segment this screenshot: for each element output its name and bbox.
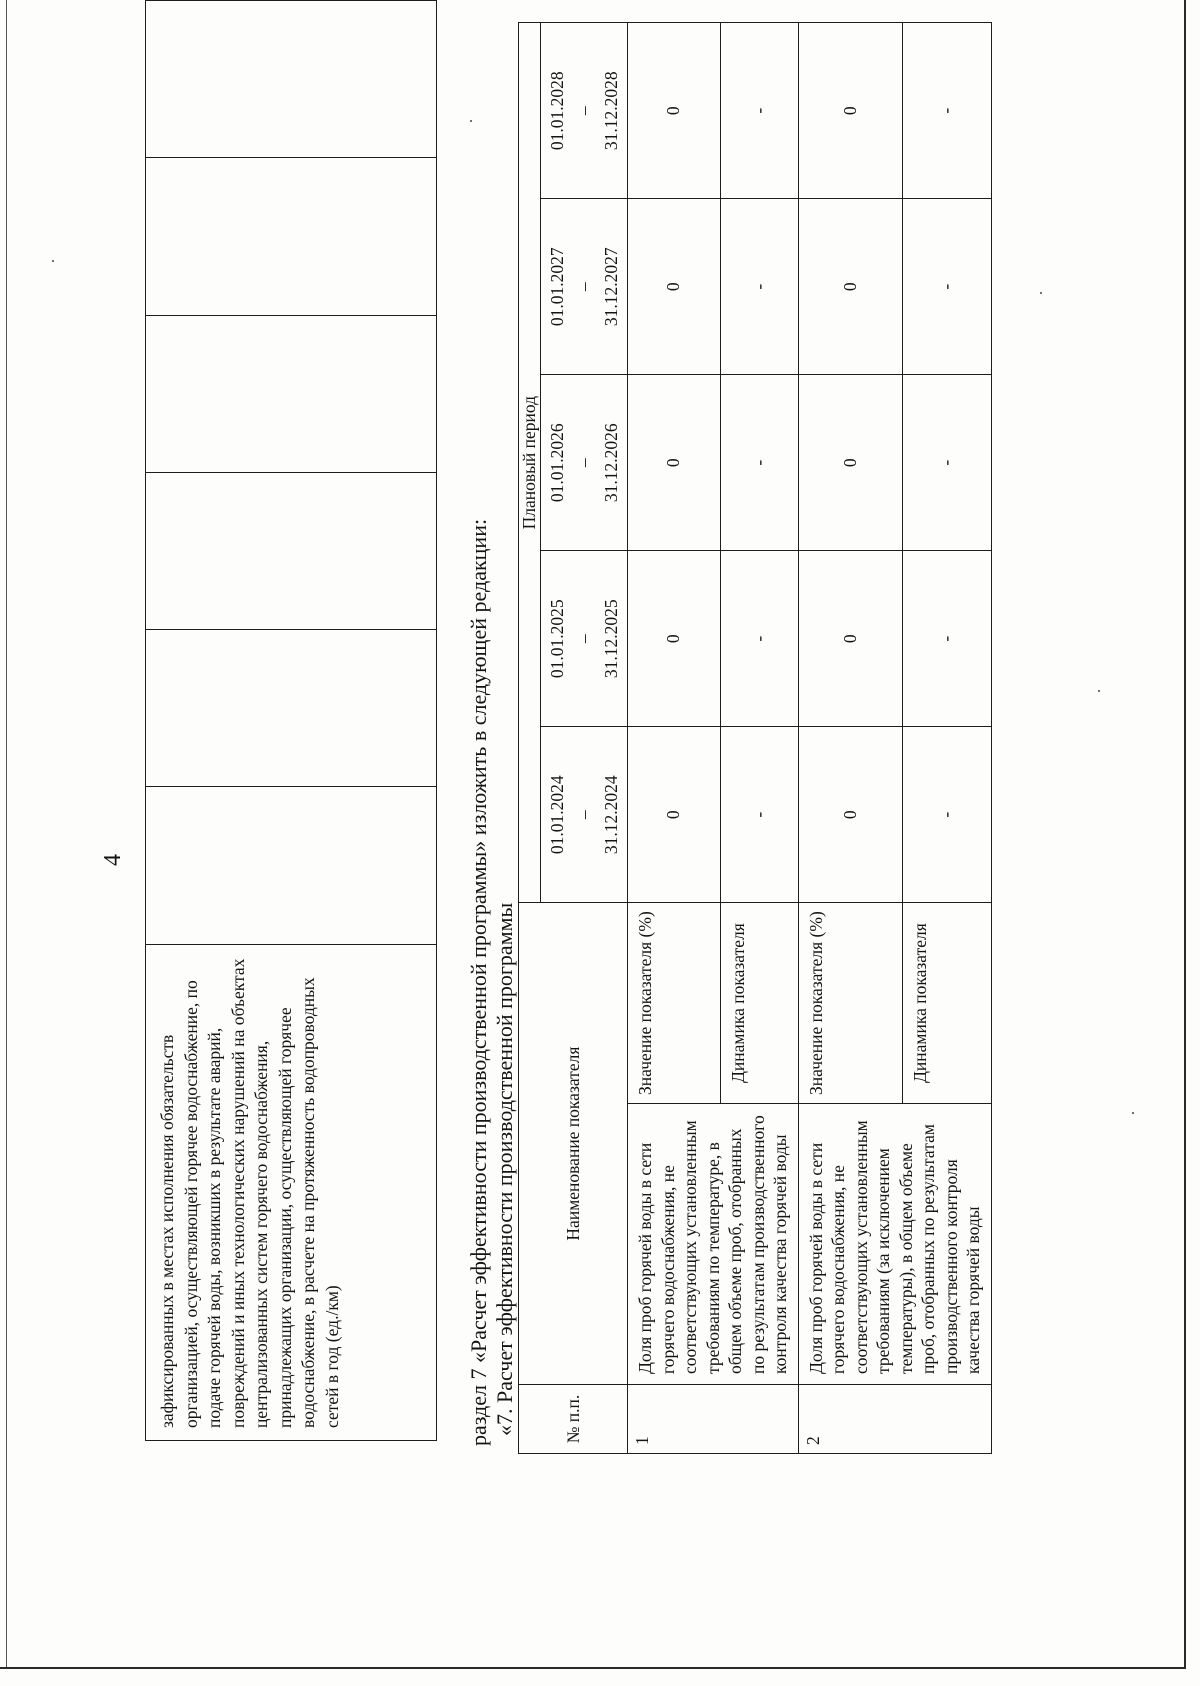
period-end: 31.12.2024	[600, 775, 621, 855]
empty-cell	[146, 472, 437, 629]
dynamic-cell: -	[720, 727, 798, 903]
dynamic-cell: -	[720, 551, 798, 727]
period-end: 31.12.2025	[600, 599, 621, 679]
page-number: 4	[100, 854, 126, 866]
period-dash: –	[573, 282, 594, 292]
value-cell: 0	[628, 551, 721, 727]
empty-cell	[146, 630, 437, 787]
dynamic-label: Динамика показателя	[720, 903, 798, 1104]
value-cell: 0	[798, 727, 903, 903]
period-header	[541, 727, 628, 903]
period-end: 31.12.2027	[600, 247, 621, 327]
empty-cell	[146, 158, 437, 315]
period-dash: –	[573, 810, 594, 820]
table-row	[146, 1, 437, 1441]
dynamic-cell: -	[903, 551, 991, 727]
period-dash: –	[573, 634, 594, 644]
value-label: Значение показателя (%)	[628, 903, 721, 1104]
value-cell: 0	[628, 375, 721, 551]
empty-cell	[146, 1, 437, 158]
period-dash: –	[573, 106, 594, 116]
value-cell: 0	[798, 551, 903, 727]
header-indicator-name: Наименование показателя	[519, 903, 628, 1385]
period-header	[541, 23, 628, 199]
header-number: № п.п.	[519, 1385, 628, 1454]
value-cell: 0	[628, 23, 721, 199]
value-cell: 0	[628, 199, 721, 375]
section-title: раздел 7 «Расчет эффективности производственной программы» изложить в следующей редакции:	[466, 518, 491, 1446]
period-header	[541, 551, 628, 727]
period-start: 01.01.2025	[546, 599, 567, 679]
period-start: 01.01.2026	[546, 423, 567, 503]
period-end: 31.12.2026	[600, 423, 621, 503]
dynamic-cell: -	[903, 727, 991, 903]
value-cell: 0	[798, 23, 903, 199]
continuation-table	[145, 0, 437, 1441]
value-cell: 0	[798, 199, 903, 375]
value-label: Значение показателя (%)	[798, 903, 903, 1104]
table-header-row	[519, 23, 541, 1454]
empty-cell	[146, 787, 437, 944]
dynamic-cell: -	[903, 23, 991, 199]
period-start: 01.01.2024	[546, 775, 567, 855]
period-start: 01.01.2028	[546, 71, 567, 151]
value-cell: 0	[628, 727, 721, 903]
period-header	[541, 199, 628, 375]
indicator-description: зафиксированных в местах исполнения обязательств организацией, осуществляющей горячее водоснабжение, по подаче горячей воды, возникших в результате аварий, повреждений и иных технологических нарушений на объектах централизованных систем горячего водоснабжения, принадлежащих организации, осуществляющей горячее водоснабжение, в расчете на протяженность водопроводных сетей в год (ед./км)	[146, 944, 437, 1440]
empty-cell	[146, 315, 437, 472]
dynamic-cell: -	[903, 375, 991, 551]
dynamic-label: Динамика показателя	[903, 903, 991, 1104]
value-cell: 0	[798, 375, 903, 551]
table-row	[628, 23, 721, 1454]
header-planned-period: Плановый период	[519, 23, 541, 903]
indicator-name: Доля проб горячей воды в сети горячего водоснабжения, не соответствующих установленным требованиям по температуре, в общем объеме проб, отобранных по результатам производственного контроля качества горячей воды	[628, 1104, 799, 1385]
table-row	[798, 23, 903, 1454]
period-start: 01.01.2027	[546, 247, 567, 327]
section-subtitle: «7. Расчет эффективности производственной программы	[492, 902, 517, 1436]
period-dash: –	[573, 458, 594, 468]
period-header	[541, 375, 628, 551]
indicator-name: Доля проб горячей воды в сети горячего водоснабжения, не соответствующих установленным требованиям (за исключением температуры), в общем объеме проб, отобранных по результатам производственного контроля качества горячей воды	[798, 1104, 991, 1385]
period-end: 31.12.2028	[600, 71, 621, 151]
dynamic-cell: -	[720, 199, 798, 375]
dynamic-cell: -	[720, 23, 798, 199]
dynamic-cell: -	[903, 199, 991, 375]
row-number: 1	[628, 1385, 799, 1454]
row-number: 2	[798, 1385, 991, 1454]
efficiency-table	[518, 22, 992, 1454]
dynamic-cell: -	[720, 375, 798, 551]
